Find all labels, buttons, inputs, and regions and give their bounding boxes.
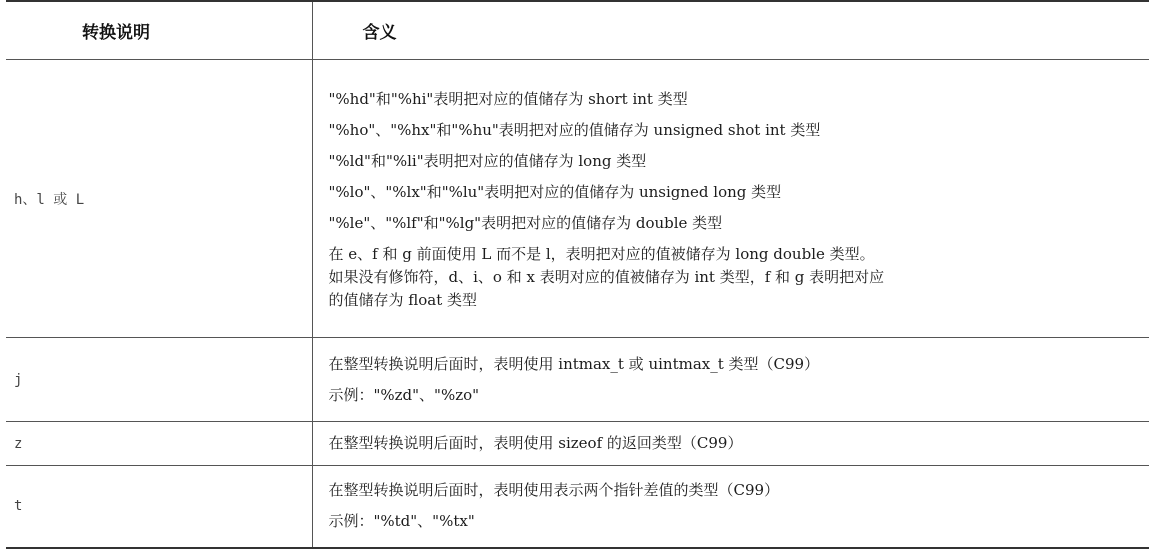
table-row (6, 338, 1149, 422)
meaning-line: "%ld"和"%li"表明把对应的值储存为 long 类型 (328, 151, 647, 170)
meaning-line: 在整型转换说明后面时，表明使用 sizeof 的返回类型（C99） (328, 434, 743, 452)
meaning-line: 示例："%td"、"%tx" (328, 512, 475, 531)
row-meaning (312, 60, 1149, 338)
row-meaning (312, 466, 1149, 548)
meaning-line: 在整型转换说明后面时，表明使用 intmax_t 或 uintmax_t 类型（C99） (328, 354, 820, 373)
table-row (6, 466, 1149, 548)
meaning-line: "%lo"、"%lx"和"%lu"表明把对应的值储存为 unsigned long 类型 (328, 182, 782, 201)
row-key: h、l 或 L (6, 60, 312, 338)
table-header-row (6, 1, 1149, 60)
meaning-paragraph (329, 239, 1134, 314)
meaning-line: 在整型转换说明后面时，表明使用表示两个指针差值的类型（C99） (328, 481, 780, 500)
conversion-table (6, 0, 1149, 549)
meaning-line: "%ho"、"%hx"和"%hu"表明把对应的值储存为 unsigned shot int 类型 (328, 120, 821, 139)
meaning-line: "%hd"和"%hi"表明把对应的值储存为 short int 类型 (328, 89, 688, 108)
row-key: j (6, 338, 312, 422)
paragraph-line: 的值储存为 float 类型 (328, 290, 478, 309)
meaning-line: 示例："%zd"、"%zo" (328, 385, 480, 404)
table-row (6, 422, 1149, 466)
row-meaning (312, 422, 1149, 466)
row-meaning (312, 338, 1149, 422)
paragraph-line: 在 e、f 和 g 前面使用 L 而不是 l，表明把对应的值被储存为 long double 类型。 (328, 244, 875, 263)
meaning-line: "%le"、"%lf"和"%lg"表明把对应的值储存为 double 类型 (328, 213, 723, 232)
row-key: t (6, 466, 312, 548)
header-conversion: 转换说明 (6, 1, 312, 60)
header-meaning: 含义 (312, 1, 1149, 60)
row-key: z (6, 422, 312, 466)
modifier-table (6, 0, 1149, 549)
paragraph-line: 如果没有修饰符，d、i、o 和 x 表明对应的值被储存为 int 类型，f 和 g 表明把对应 (328, 267, 885, 286)
table-row (6, 60, 1149, 338)
